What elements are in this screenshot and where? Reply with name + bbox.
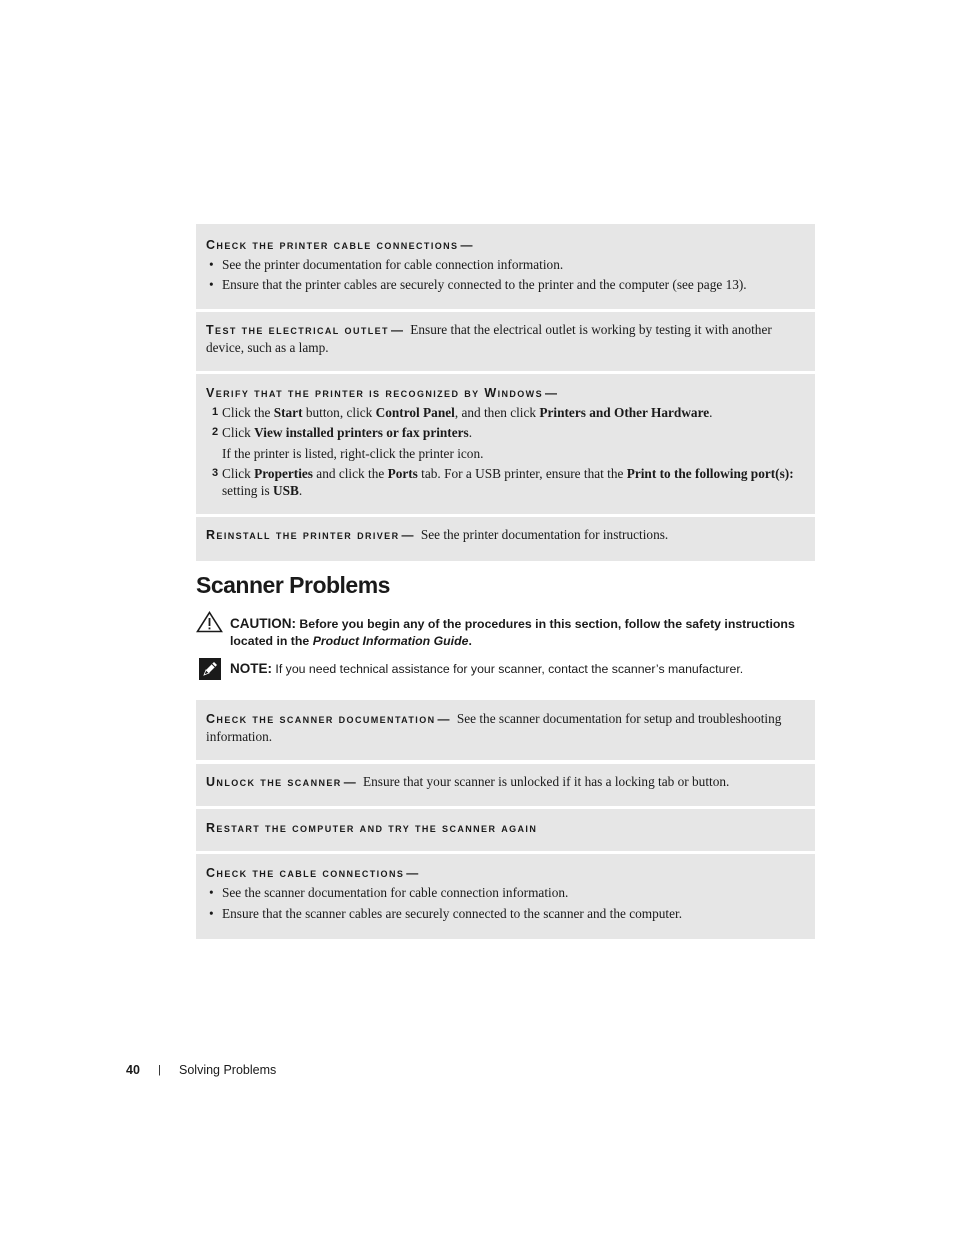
bullet-text: Ensure that the printer cables are securely connected to the printer and the computer (see page 13). [222,277,747,292]
bullet-text: See the printer documentation for cable connection information. [222,257,564,272]
scanner-docs-section [196,700,815,760]
bullet-text: Ensure that the scanner cables are securely connected to the scanner and the computer. [222,906,683,921]
scanner-cables-section [196,854,815,939]
section-heading: Verify that the printer is recognized by Windows [206,386,543,400]
control-panel-ref: Control Panel [375,405,455,420]
ports-ref: Ports [387,466,418,481]
page-title: Scanner Problems [196,572,390,598]
properties-ref: Properties [254,466,313,481]
bullet-icon: • [209,906,214,921]
guide-title: Product Information Guide [312,634,469,648]
heading-dash: — [460,238,473,252]
section-text: See the scanner documentation for setup and troubleshooting information. [206,711,782,744]
printers-hardware-ref: Printers and Other Hardware [539,405,710,420]
unlock-scanner-section [196,764,815,806]
verify-printer-section: Verify that the printer is recognized by Windows — 1 Click the Start button, click Control Panel, and then click Printers and Other Hardware. 2 Click View installed printers or fax printers. If the printer is listed, right-click the printer icon. 3 Click Properties and click the Ports tab. For a USB printer, ensure that the Print to the following port(s): setting is USB. [196,374,815,514]
section-heading: Restart the computer and try the scanner again [206,821,538,835]
step-number: 1 [212,406,219,418]
step-text: Click Properties and click the Ports tab. For a USB printer, ensure that the Print to the following port(s): setting is USB. [222,466,794,498]
bullet-icon: • [209,257,214,272]
heading-dash: — [437,712,450,726]
heading-dash: — [390,323,403,337]
caution-label: CAUTION: [230,616,296,631]
step-number: 3 [212,467,219,479]
page-number: 40 [126,1063,140,1077]
warning-triangle-icon [196,611,223,638]
pencil-note-icon [199,658,221,685]
heading-dash: — [544,386,557,400]
section-text: Ensure that your scanner is unlocked if it has a locking tab or button. [363,774,730,789]
printer-cable-section [196,224,815,309]
caution-text: Before you begin any of the procedures in this section, follow the safety instructions located in the [230,617,795,648]
bullet-icon: • [209,885,214,900]
step-text: Click the Start button, click Control Panel, and then click Printers and Other Hardware. [222,405,713,420]
section-heading: Check the printer cable connections [206,238,459,252]
heading-dash: — [343,775,356,789]
usb-ref: USB [272,483,299,498]
footer-section: Solving Problems [179,1063,277,1077]
section-text: See the printer documentation for instructions. [420,527,669,542]
note-text: If you need technical assistance for your scanner, contact the scanner’s manufacturer. [275,662,744,676]
section-heading: Unlock the scanner [206,775,342,789]
step-text: Click View installed printers or fax printers. [222,425,473,440]
step-number: 2 [212,426,219,438]
bullet-icon: • [209,277,214,292]
start-button-ref: Start [273,405,303,420]
heading-dash: — [406,866,419,880]
section-heading: Reinstall the printer driver [206,528,400,542]
heading-dash: — [401,528,414,542]
restart-section [196,809,815,851]
reinstall-driver-section [196,517,815,561]
section-text: Ensure that the electrical outlet is working by testing it with another device, such as a lamp. [206,322,772,355]
electrical-outlet-section [196,312,815,371]
caution-notice: CAUTION: Before you begin any of the procedures in this section, follow the safety instructions located in the Product Information Guide. [230,616,795,648]
section-heading: Check the cable connections [206,866,405,880]
section-heading: Test the electrical outlet [206,323,389,337]
print-to-ref: Print to the following port(s): [626,466,794,481]
bullet-text: See the scanner documentation for cable connection information. [222,885,569,900]
note-label: NOTE: [230,661,272,676]
note-notice [230,660,805,678]
footer-separator: | [158,1064,161,1076]
section-heading: Check the scanner documentation [206,712,436,726]
view-printers-ref: View installed printers or fax printers [254,425,469,440]
